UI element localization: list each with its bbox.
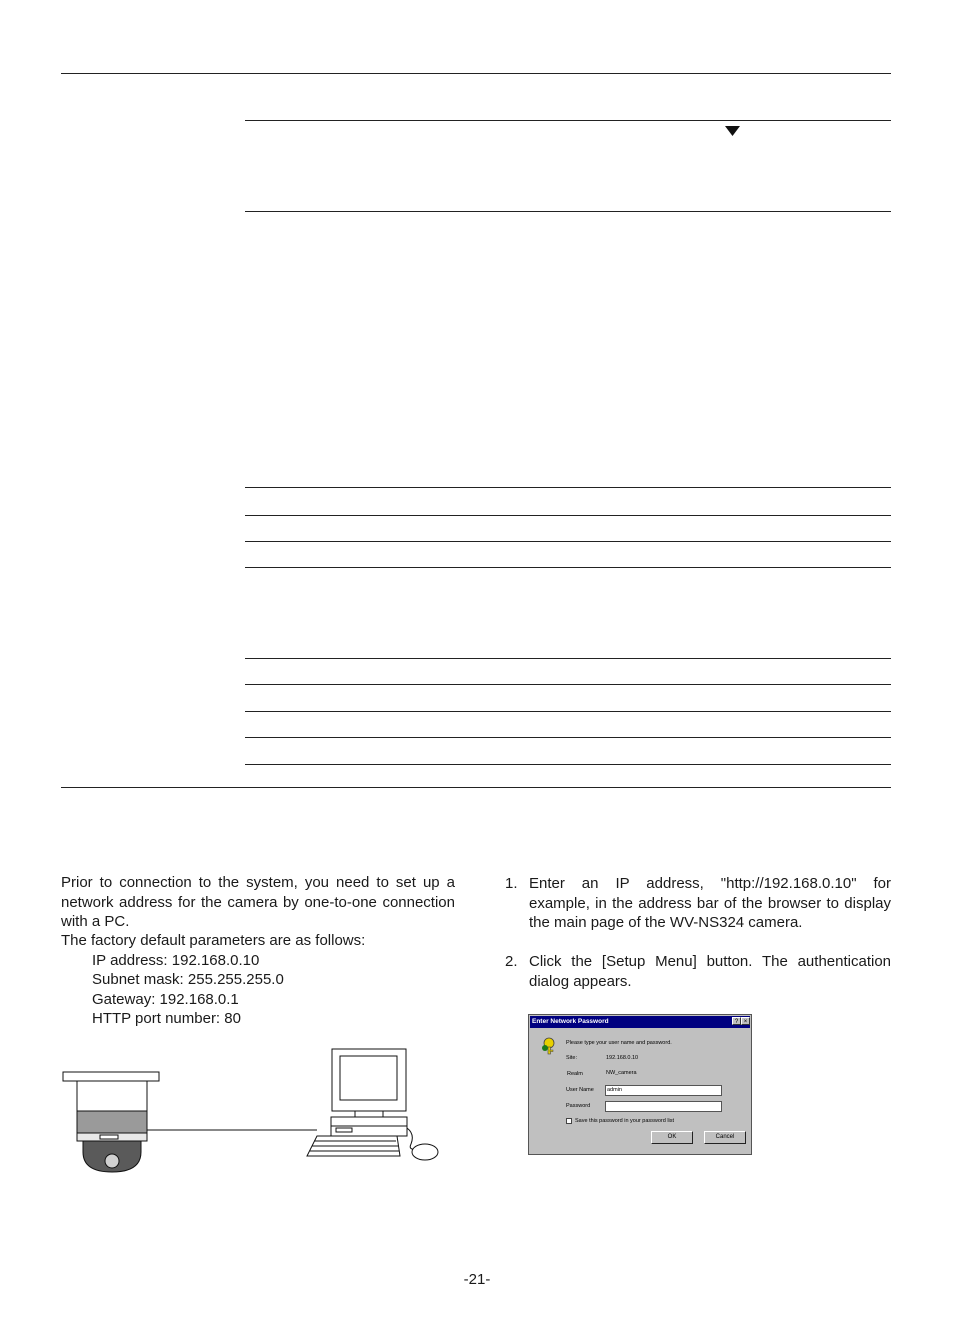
table-bottom-rule bbox=[61, 787, 891, 788]
defaults-heading: The factory default parameters are as follows: bbox=[61, 932, 366, 949]
step-2-text: Click the [Setup Menu] button. The authentication dialog appears. bbox=[529, 953, 891, 990]
key-icon bbox=[541, 1037, 557, 1055]
default-subnet: Subnet mask: 255.255.255.0 bbox=[92, 971, 284, 988]
pc-icon bbox=[307, 1049, 438, 1160]
save-password-label: Save this password in your password list bbox=[575, 1118, 675, 1124]
site-label: Site: bbox=[566, 1055, 578, 1061]
realm-label: Realm bbox=[567, 1071, 583, 1077]
step-1-number: 1. bbox=[505, 875, 518, 892]
step-1 bbox=[505, 874, 891, 934]
dialog-titlebar bbox=[530, 1016, 750, 1028]
table-rule bbox=[245, 658, 891, 659]
table-rule bbox=[245, 764, 891, 765]
table-rule bbox=[245, 541, 891, 542]
user-name-input[interactable]: admin bbox=[605, 1085, 722, 1096]
dialog-prompt: Please type your user name and password. bbox=[566, 1040, 672, 1046]
connection-diagram bbox=[55, 1044, 445, 1176]
default-http-port: HTTP port number: 80 bbox=[92, 1010, 241, 1027]
table-rule bbox=[245, 211, 891, 212]
user-name-label: User Name bbox=[566, 1087, 594, 1093]
table-rule bbox=[245, 684, 891, 685]
step-2-number: 2. bbox=[505, 953, 518, 970]
table-rule bbox=[245, 711, 891, 712]
ok-button[interactable]: OK bbox=[651, 1131, 693, 1144]
realm-value: NW_camera bbox=[606, 1070, 637, 1076]
default-ip: IP address: 192.168.0.10 bbox=[92, 951, 260, 969]
intro-text: Prior to connection to the system, you need to set up a network address for the camera by one-to-one connection with a PC. bbox=[61, 874, 455, 930]
default-gateway: Gateway: 192.168.0.1 bbox=[92, 990, 239, 1008]
site-value: 192.168.0.10 bbox=[606, 1055, 639, 1061]
dialog-title: Enter Network Password bbox=[532, 1018, 609, 1025]
dropdown-arrow-icon bbox=[725, 126, 740, 136]
password-label: Password bbox=[566, 1103, 591, 1109]
top-rule bbox=[61, 73, 891, 74]
close-button[interactable]: × bbox=[741, 1017, 750, 1025]
table-rule bbox=[245, 515, 891, 516]
help-button[interactable]: ? bbox=[732, 1017, 741, 1025]
table-rule bbox=[245, 120, 891, 121]
step-2 bbox=[505, 952, 891, 992]
defaults-list bbox=[61, 931, 455, 1029]
save-password-checkbox[interactable] bbox=[566, 1118, 572, 1124]
password-input[interactable] bbox=[605, 1101, 722, 1112]
table-rule bbox=[245, 737, 891, 738]
table-rule bbox=[245, 487, 891, 488]
cancel-button[interactable]: Cancel bbox=[704, 1131, 746, 1144]
camera-icon bbox=[63, 1072, 159, 1172]
table-rule bbox=[245, 567, 891, 568]
network-password-dialog bbox=[528, 1014, 752, 1155]
step-1-text: Enter an IP address, "http://192.168.0.10" for example, in the address bar of the browser to display the main page of the WV-NS324 camera. bbox=[529, 875, 891, 931]
page-number: -21- bbox=[463, 1271, 491, 1288]
intro-paragraph bbox=[61, 873, 455, 932]
